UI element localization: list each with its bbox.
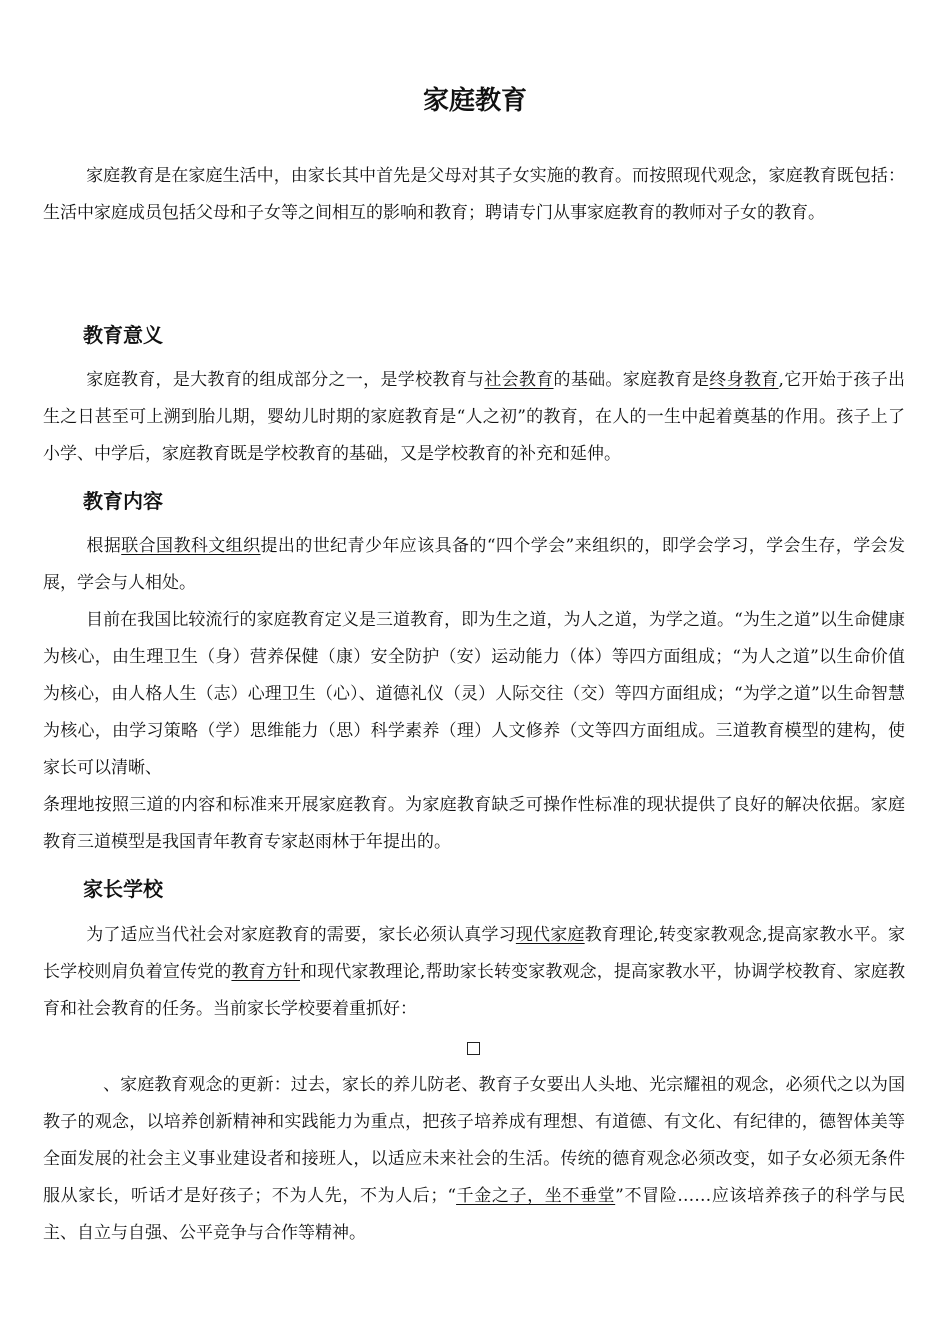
content-paragraph-1 [43, 528, 905, 602]
paragraph-text: 的基础。家庭教育是 [553, 370, 710, 390]
paragraph-text: 为了适应当代社会对家庭教育的需要，家长必须认真学习 [86, 925, 516, 945]
paragraph-text: 教育理论,转变家教观念,提高家教水平。家长学校则肩负着宣传党的 [43, 925, 905, 982]
link-social-education[interactable]: 社会教育 [484, 370, 554, 390]
paragraph-text: 、家庭教育观念的更新：过去，家长的养儿防老、教育子女要出人头地、光宗耀祖的观念，必须代之以为国教子的观念，以培养创新精神和实践能力为重点，把孩子培养成有理想、有道德、有文化、有纪律的，德智体美等全面发展的社会主义事业建设者和接班人，以适应未来社会的生活。传统的德育观念必须改变，如子女必须无条件服从家长，听话才是好孩子；不为人先，不为人后；“ [43, 1075, 905, 1206]
paragraph-text: 和现代家教理论,帮助家长转变家教观念，提高家教水平，协调学校教育、家庭教育和社会教育的任务。当前家长学校要着重抓好： [43, 962, 906, 1019]
intro-paragraph [43, 158, 905, 232]
intro-text: 家庭教育是在家庭生活中，由家长其中首先是父母对其子女实施的教育。而按照现代观念，家庭教育既包括：生活中家庭成员包括父母和子女等之间相互的影响和教育；聘请专门从事家庭教育的教师对子女的教育。 [43, 166, 905, 223]
content-paragraph-2 [43, 602, 905, 787]
section-heading-significance: 教育意义 [83, 323, 163, 347]
checkbox-placeholder-icon [467, 1042, 480, 1055]
link-lifelong-education[interactable]: 终身教育 [709, 370, 779, 390]
paragraph-text: ,它开始于孩子出生之日甚至可上溯到胎儿期，婴幼儿时期的家庭教育是“人之初”的教育，在人的一生中起着奠基的作用。孩子上了小学、中学后，家庭教育既是学校教育的基础，又是学校教育的补充和延伸。 [43, 370, 906, 464]
content-paragraph-2-continued [43, 787, 905, 861]
paragraph-text: 根据 [86, 536, 122, 556]
paragraph-text: 提出的世纪青少年应该具备的“四个学会”来组织的，即学会学习，学会生存，学会发展，学会与人相处。 [43, 536, 906, 593]
parent-school-paragraph-2 [43, 1067, 905, 1252]
link-modern-family[interactable]: 现代家庭 [515, 925, 585, 945]
link-education-policy[interactable]: 教育方针 [231, 962, 300, 982]
paragraph-text: 家庭教育，是大教育的组成部分之一，是学校教育与 [86, 370, 485, 390]
section-heading-parent-school: 家长学校 [83, 877, 163, 901]
document-title: 家庭教育 [422, 86, 527, 117]
section-heading-content: 教育内容 [83, 489, 163, 513]
parent-school-paragraph-1 [43, 917, 905, 1028]
paragraph-text: ”不冒险……应该培养孩子的科学与民主、自立与自强、公平竞争与合作等精神。 [43, 1186, 905, 1243]
link-unesco[interactable]: 联合国教科文组织 [121, 536, 261, 556]
paragraph-text: 目前在我国比较流行的家庭教育定义是三道教育，即为生之道，为人之道，为学之道。“为生之道”以生命健康为核心，由生理卫生（身）营养保健（康）安全防护（安）运动能力（体）等四方面组成；“为人之道”以生命价值为核心，由人格人生（志）心理卫生（心）、道德礼仪（灵）人际交往（交）等四方面组成；“为学之道”以生命智慧为核心，由学习策略（学）思维能力（思）科学素养（理）人文修养（文等四方面组成。三道教育模型的建构，使家长可以清晰、 [43, 610, 905, 778]
paragraph-text: 条理地按照三道的内容和标准来开展家庭教育。为家庭教育缺乏可操作性标准的现状提供了良好的解决依据。家庭教育三道模型是我国青年教育专家赵雨林于年提出的。 [43, 795, 905, 852]
significance-paragraph [43, 362, 905, 473]
link-proverb[interactable]: 千金之子，坐不垂堂 [456, 1186, 616, 1206]
